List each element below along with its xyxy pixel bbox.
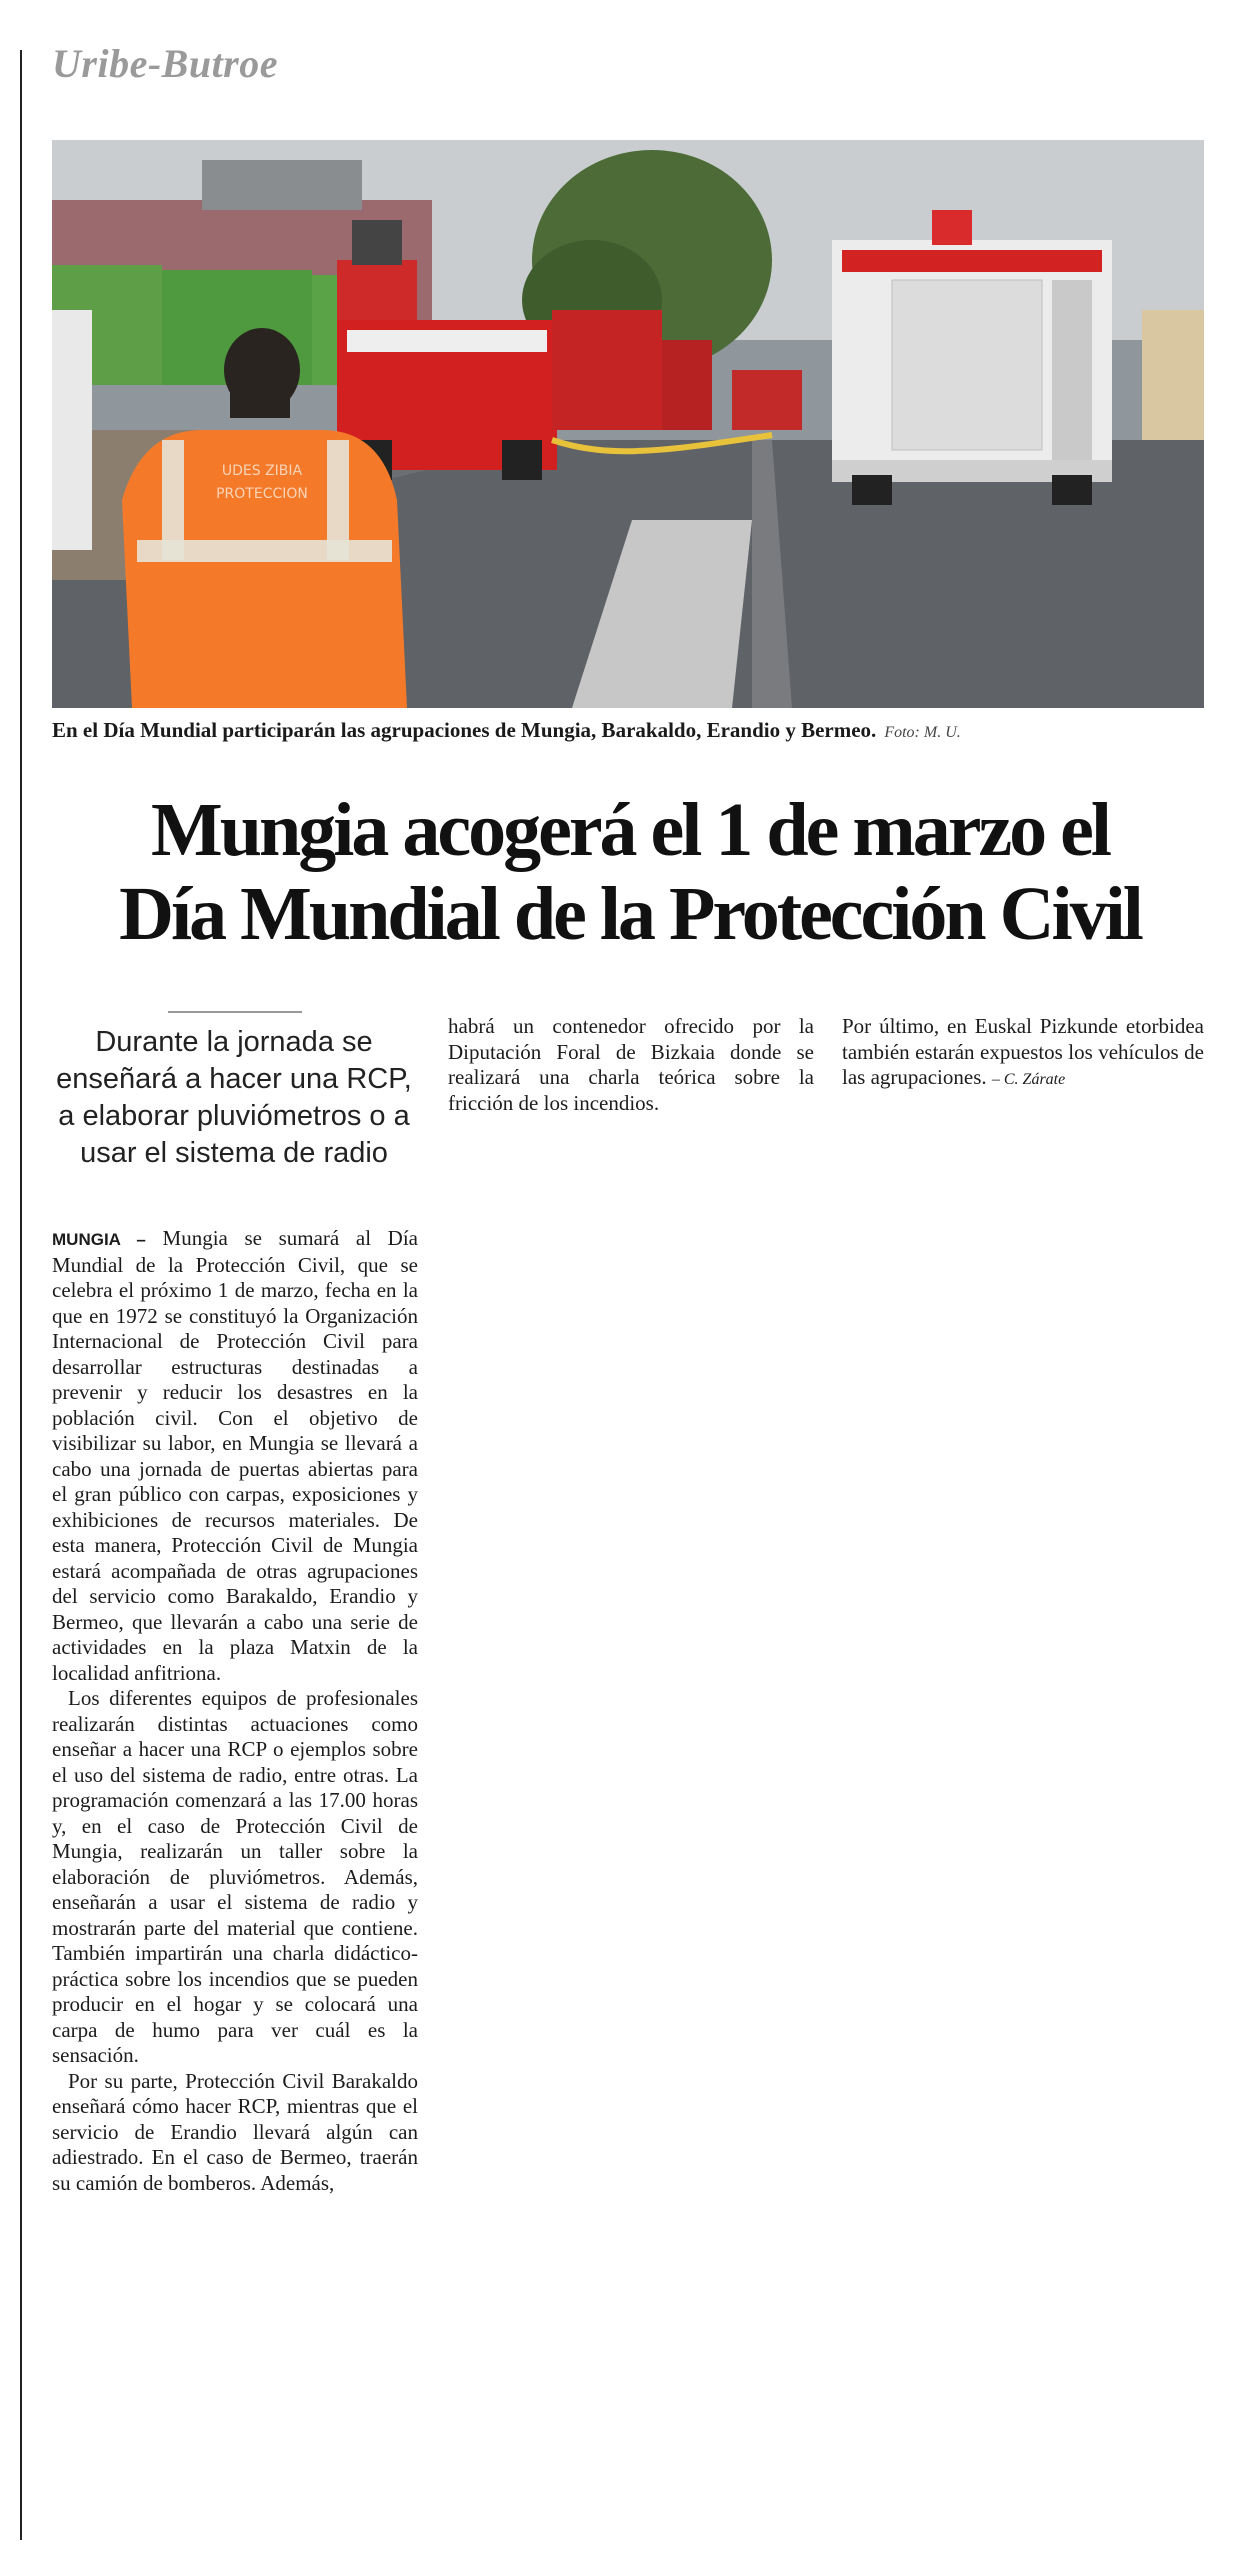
paragraph-3: Por su parte, Protección Civil Barakaldo enseñará cómo hacer RCP, mientras que el servicio de Erandio llevará algún can adiestrado. En el caso de Bermeo, traerán su camión de bomberos. Además, [52,2068,418,2195]
paragraph-4: habrá un contenedor ofrecido por la Diputación Foral de Bizkaia donde se realizará una charla teórica sobre la fricción de los incendios. [448,1014,814,1115]
dateline: MUNGIA – [52,1230,146,1249]
paragraph-1-text: Mungia se sumará al Día Mundial de la Protección Civil, que se celebra el próximo 1 de marzo, fecha en la que en 1972 se constituyó la Organización Internacional de Protección Civil para desarrollar estructuras destinadas a prevenir y reducir los desastres en la población civil. Con el objetivo de visibilizar su labor, en Mungia se llevará a cabo una jornada de puertas abiertas para el gran público con carpas, exposiciones y exhibiciones de recursos materiales. De esta manera, Protección Civil de Mungia estará acompañada de otras agrupaciones del servicio como Barakaldo, Erandio y Bermeo, que llevarán a cabo una serie de actividades en la plaza Matxin de la localidad anfitriona. [52,1226,418,1685]
news-photo [52,140,1204,708]
vest-text-2: PROTECCION [216,486,308,502]
photo-caption [52,718,1212,743]
subhead-rule [168,1011,302,1013]
page-left-rule [20,50,22,2540]
section-title: Uribe-Butroe [52,41,278,86]
subheadline: Durante la jornada se enseñará a hacer una RCP, a elaborar pluviómetros o a usar el sistema de radio [56,1026,412,1169]
paragraph-5-text: Por último, en Euskal Pizkunde etorbidea también estarán expuestos los vehículos de las agrupaciones. [842,1014,1204,1089]
photo-fire-trucks-scene [52,140,1204,708]
article-column-1 [52,1226,418,2196]
paragraph-5 [842,1014,1204,1093]
headline [40,788,1220,956]
caption-text: En el Día Mundial participarán las agrupaciones de Mungia, Barakaldo, Erandio y Bermeo. [52,718,877,742]
headline-line-2: Día Mundial de la Protección Civil [119,872,1141,956]
photo-credit: Foto: M. U. [884,724,961,741]
article-column-2 [448,1014,814,1116]
paragraph-2: Los diferentes equipos de profesionales realizarán distintas actuaciones como enseñar a hacer una RCP o ejemplos sobre el uso del sistema de radio, entre otras. La programación comenzará a las 17.00 horas y, en el caso de Protección Civil de Mungia, realizarán un taller sobre la elaboración de pluviómetros. Además, enseñarán a usar el sistema de radio y mostrarán parte del material que contiene. También impartirán una charla didáctico-práctica sobre los incendios que se pueden producir en el hogar y se colocará una carpa de humo para ver cuál es la sensación. [52,1686,418,2067]
headline-line-1: Mungia acogerá el 1 de marzo el [150,788,1110,872]
author-byline: – C. Zárate [991,1071,1066,1088]
vest-text-1: UDES ZIBIA [221,463,303,479]
paragraph-1 [52,1226,418,1686]
article-column-3 [842,1014,1204,1093]
